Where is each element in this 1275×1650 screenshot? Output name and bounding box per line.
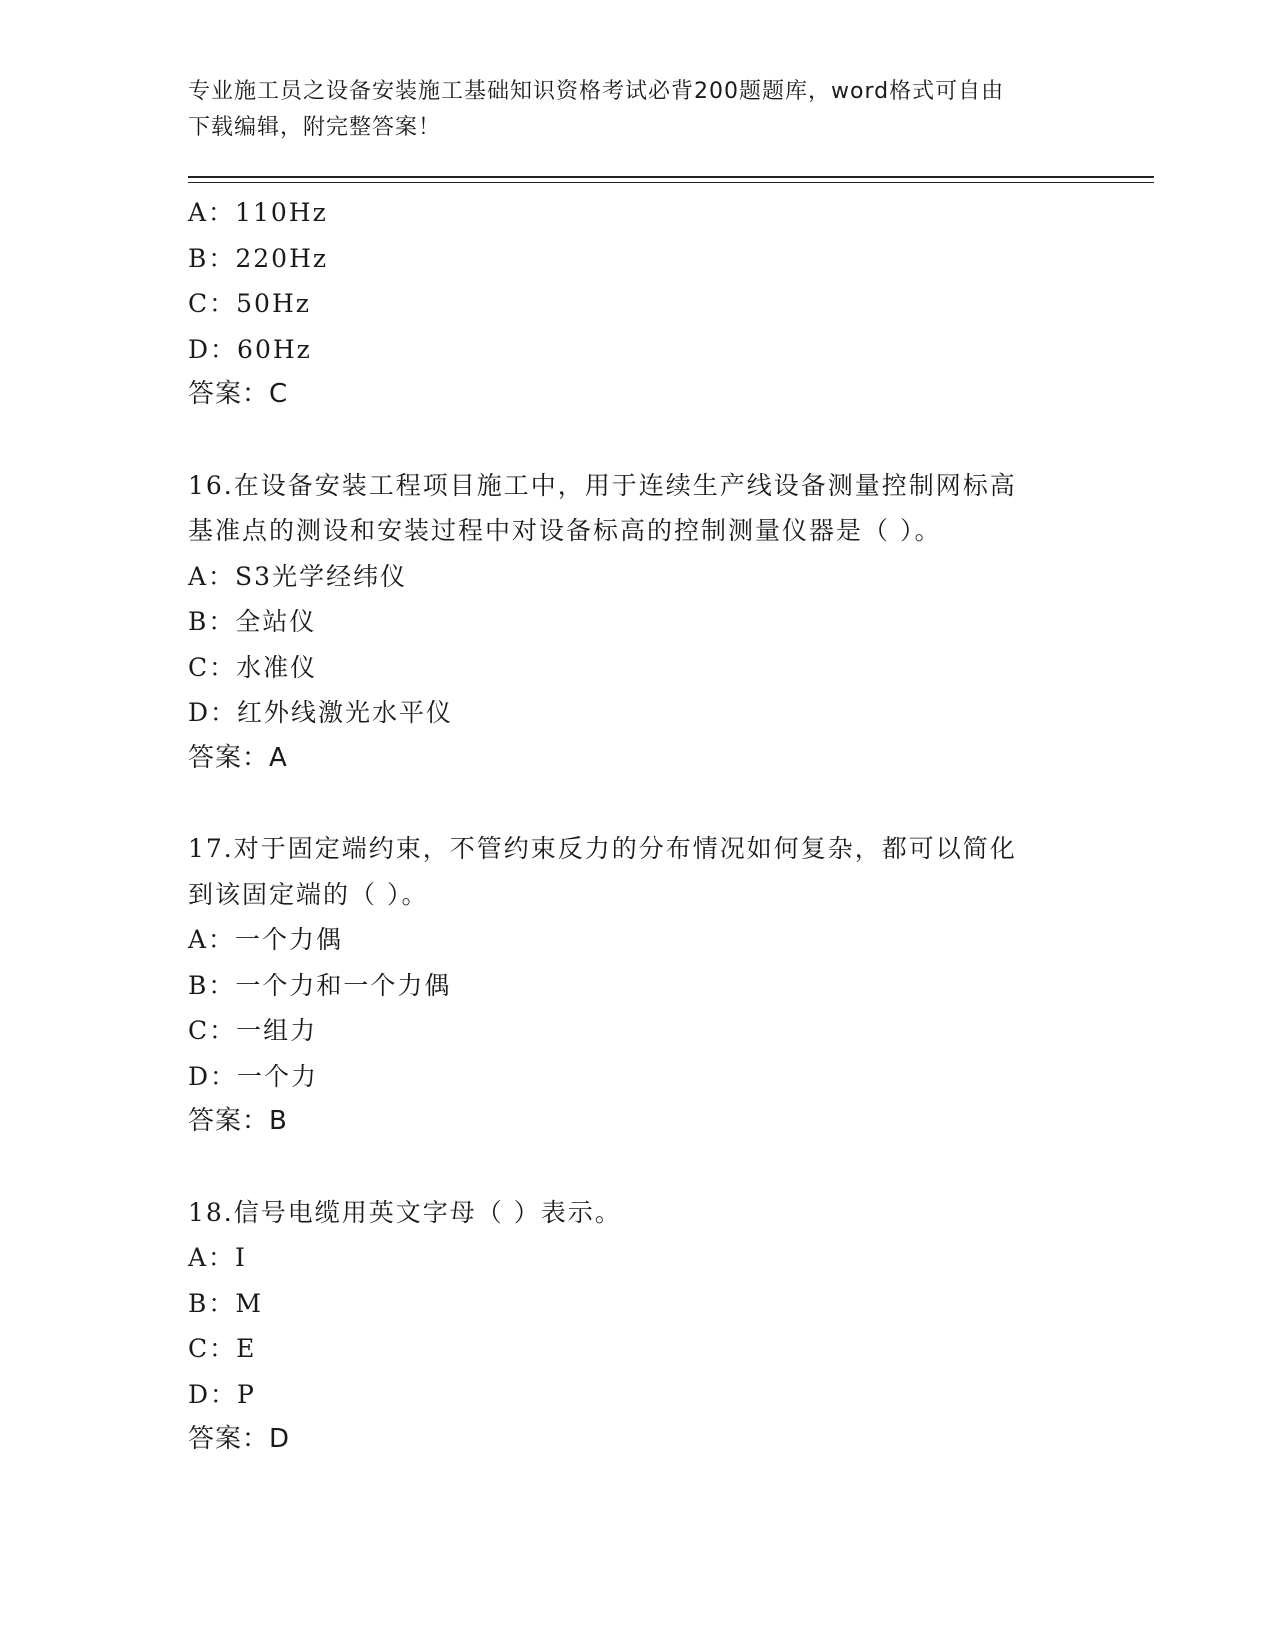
option-a: A：S3光学经纬仪 xyxy=(188,561,408,591)
option-c: C：E xyxy=(188,1334,257,1363)
option-a: A：I xyxy=(188,1243,247,1272)
question-block-16 xyxy=(188,463,1088,782)
question-block-18 xyxy=(188,1190,1088,1463)
answer-label: 答案：B xyxy=(188,1106,288,1136)
option-d: D：P xyxy=(188,1379,256,1409)
header-divider-thick xyxy=(188,176,1154,178)
answer-label: 答案：D xyxy=(188,1424,291,1454)
question-text: 18.信号电缆用英文字母（ ）表示。 xyxy=(188,1197,622,1227)
option-c: C：一组力 xyxy=(188,1016,318,1045)
header-divider-thin xyxy=(188,182,1154,183)
document-header xyxy=(188,74,1088,146)
question-text-cont: 基准点的测设和安装过程中对设备标高的控制测量仪器是（ ）。 xyxy=(188,516,942,545)
option-d: D：红外线激光水平仪 xyxy=(188,698,454,727)
question-block-17 xyxy=(188,826,1088,1145)
header-line-2: 下载编辑，附完整答案！ xyxy=(188,115,442,140)
option-a: A：一个力偶 xyxy=(188,925,344,954)
option-a: A：110Hz xyxy=(188,198,328,227)
option-c: C：水准仪 xyxy=(188,652,318,682)
option-c: C：50Hz xyxy=(188,289,311,318)
question-text: 17.对于固定端约束，不管约束反力的分布情况如何复杂，都可以简化 xyxy=(188,834,1017,863)
question-text: 16.在设备安装工程项目施工中，用于连续生产线设备测量控制网标高 xyxy=(188,470,1017,500)
question-block-15 xyxy=(188,190,1088,418)
option-b: B：全站仪 xyxy=(188,607,317,636)
option-b: B：M xyxy=(188,1288,263,1318)
option-b: B：220Hz xyxy=(188,243,329,273)
option-d: D：一个力 xyxy=(188,1061,319,1091)
answer-label: 答案：C xyxy=(188,379,289,409)
answer-label: 答案：A xyxy=(188,742,288,773)
option-d: D：60Hz xyxy=(188,334,312,364)
question-list xyxy=(188,190,1088,1463)
option-b: B：一个力和一个力偶 xyxy=(188,970,452,1000)
header-line-1: 专业施工员之设备安装施工基础知识资格考试必背200题题库，word格式可自由 xyxy=(188,79,1005,104)
question-text-cont: 到该固定端的（ ）。 xyxy=(188,879,429,909)
